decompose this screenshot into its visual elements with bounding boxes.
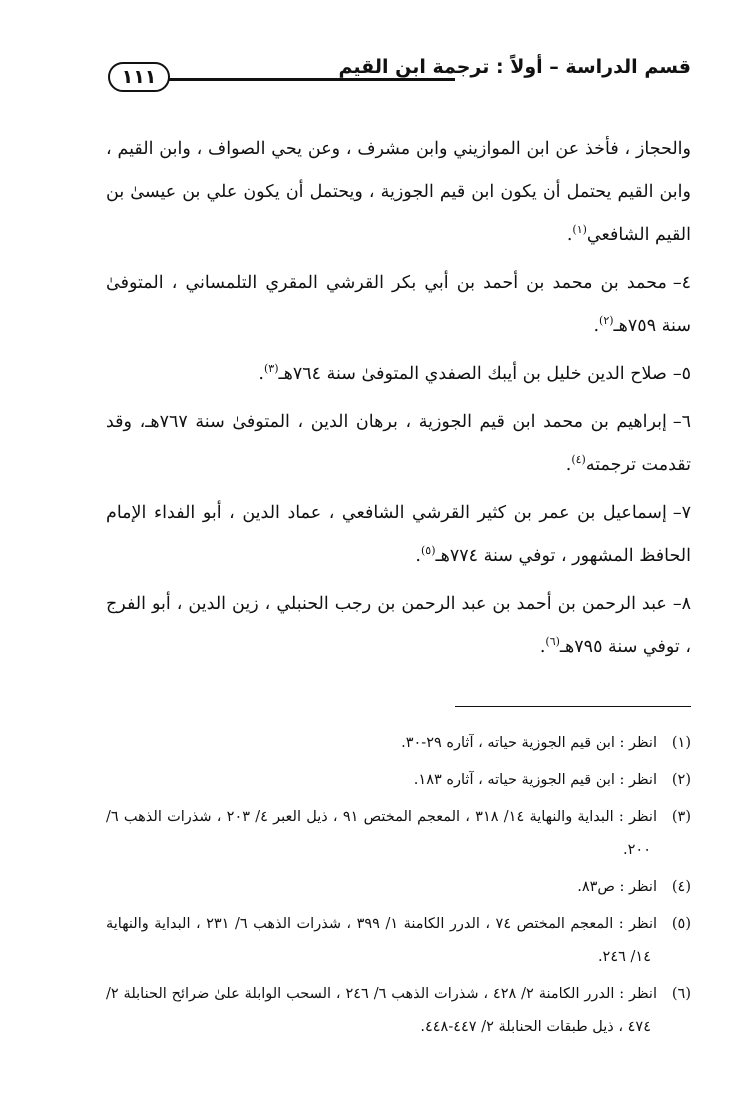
footnote-4: [106, 871, 691, 904]
paragraph-text: والحجاز ، فأخذ عن ابن الموازيني وابن مشرف ، وعن يحي الصواف ، وابن القيم ، وابن القيم يحتمل أن يكون ابن قيم الجوزية ، ويحتمل أن يكون علي بن عيسىٰ بن القيم الشافعي: [106, 139, 691, 245]
paragraph-text: صلاح الدين خليل بن أيبك الصفدي المتوفىٰ سنة ٧٦٤هـ: [278, 364, 667, 384]
paragraph-text: محمد بن محمد بن أحمد بن أبي بكر القرشي المقري التلمساني ، المتوفىٰ سنة ٧٥٩هـ: [106, 273, 691, 336]
paragraph-text: عبد الرحمن بن أحمد بن عبد الرحمن بن رجب الحنبلي ، زين الدين ، أبو الفرج ، توفي سنة ٧٩٥هـ: [106, 594, 691, 657]
footnote-number: (٣): [671, 809, 691, 825]
footnote-text: انظر : البداية والنهاية ١٤/ ٣١٨ ، المعجم المختص ٩١ ، ذيل العبر ٤/ ٢٠٣ ، شذرات الذهب ٦/ ٢٠٠.: [106, 809, 657, 858]
paragraph-continuation: [106, 128, 691, 257]
footnote-number: (١): [671, 735, 691, 751]
entry-number: ٥–: [672, 364, 691, 384]
footnote-ref[interactable]: (٥): [420, 544, 436, 558]
footnote-text: انظر : ابن قيم الجوزية حياته ، آثاره ٢٩-٣٠.: [401, 735, 657, 751]
footnote-ref[interactable]: (٦): [545, 635, 560, 649]
entry-6: [106, 401, 691, 487]
footnote-number: (٦): [671, 986, 691, 1002]
footnote-number: (٢): [671, 772, 691, 788]
footnote-ref[interactable]: (٤): [571, 453, 586, 467]
footnote-ref[interactable]: (١): [572, 223, 587, 237]
footnote-1: [106, 727, 691, 760]
footnote-text: انظر : ابن قيم الجوزية حياته ، آثاره ١٨٣.: [413, 772, 657, 788]
footnote-text: انظر : الدرر الكامنة ٢/ ٤٢٨ ، شذرات الذهب ٦/ ٢٤٦ ، السحب الوابلة علىٰ ضرائح الحنابلة ٢/ ٤٧٤ ، ذيل طبقات الحنابلة ٢/ ٤٤٧-٤٤٨.: [106, 986, 657, 1035]
entry-number: ٨–: [672, 594, 691, 614]
entry-5: [106, 353, 691, 396]
footnote-text: انظر : ص٨٣.: [577, 879, 657, 895]
footnote-number: (٥): [671, 916, 692, 932]
entry-number: ٧–: [672, 503, 691, 523]
entry-7: [106, 492, 691, 578]
paragraph-end: .: [258, 364, 264, 384]
footnote-text: انظر : المعجم المختص ٧٤ ، الدرر الكامنة ١/ ٣٩٩ ، شذرات الذهب ٦/ ٢٣١ ، البداية والنهاية ١٤/ ٢٤٦.: [106, 916, 658, 965]
entry-number: ٤–: [672, 273, 691, 293]
running-header: قسم الدراسة – أولاً : ترجمة ابن القيم: [338, 56, 691, 78]
paragraph-end: .: [539, 637, 546, 657]
footnote-2: [106, 764, 691, 797]
header-rule: [168, 78, 455, 81]
entry-4: [106, 262, 691, 348]
footnote-separator: [455, 706, 691, 707]
footnotes: [106, 727, 691, 1048]
paragraph-text: إبراهيم بن محمد ابن قيم الجوزية ، برهان الدين ، المتوفىٰ سنة ٧٦٧هـ، وقد تقدمت ترجمته: [106, 412, 691, 475]
footnote-number: (٤): [671, 879, 691, 895]
paragraph-end: .: [565, 455, 572, 475]
footnote-3: [106, 801, 691, 867]
paragraph-end: .: [566, 225, 573, 245]
paragraph-end: .: [593, 316, 600, 336]
page-number: ١١١: [108, 62, 170, 92]
footnote-ref[interactable]: (٢): [599, 314, 614, 328]
entry-number: ٦–: [672, 412, 691, 432]
footnote-5: [106, 908, 691, 974]
main-text: [106, 128, 691, 669]
entry-8: [106, 583, 691, 669]
paragraph-end: .: [415, 546, 421, 566]
paragraph-text: إسماعيل بن عمر بن كثير القرشي الشافعي ، عماد الدين ، أبو الفداء الإمام الحافظ المشهور ، توفي سنة ٧٧٤هـ: [106, 503, 691, 566]
footnote-6: [106, 978, 691, 1044]
footnote-ref[interactable]: (٣): [263, 362, 279, 376]
